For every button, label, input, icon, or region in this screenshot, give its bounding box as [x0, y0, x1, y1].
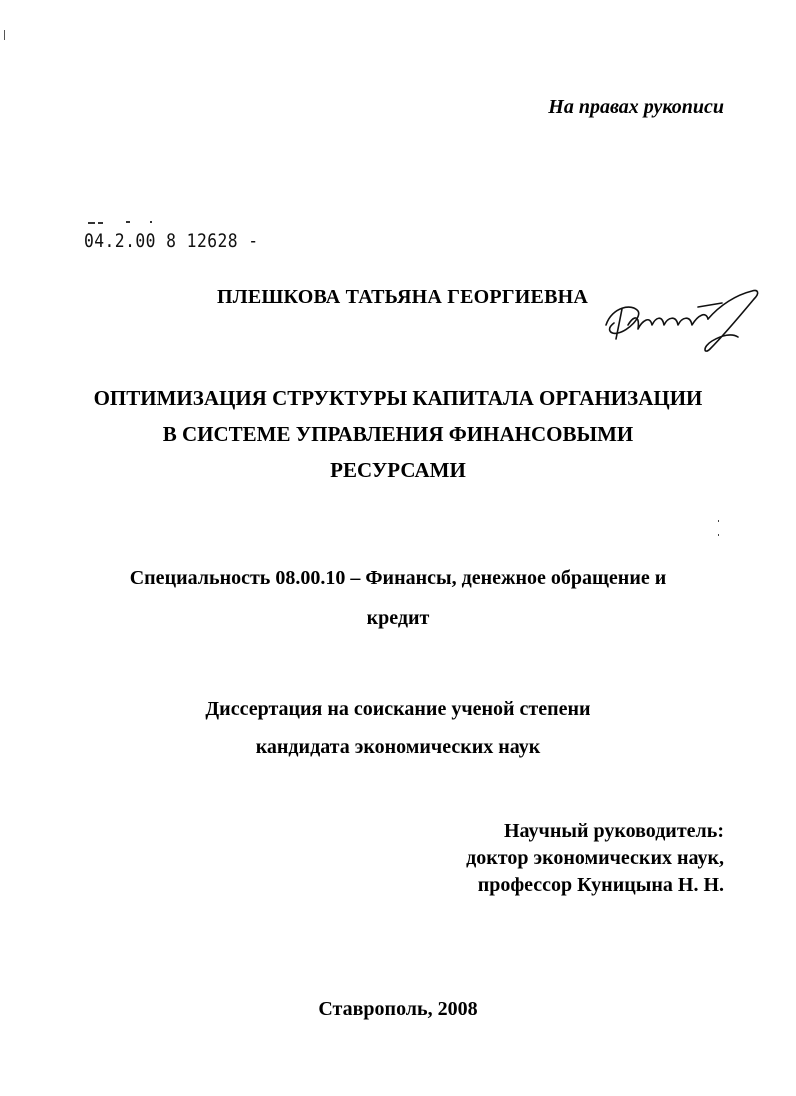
degree-line: кандидата экономических наук	[255, 736, 541, 758]
manuscript-note: На правах рукописи	[548, 96, 724, 118]
title-line: РЕСУРСАМИ	[330, 458, 466, 482]
specialty-statement	[60, 558, 736, 638]
scan-artifact-mark	[718, 520, 720, 538]
degree-line: Диссертация на соискание ученой степени	[205, 698, 591, 720]
degree-statement	[60, 690, 736, 766]
scan-artifact-mark	[4, 30, 5, 40]
author-name: ПЛЕШКОВА ТАТЬЯНА ГЕОРГИЕВНА	[217, 286, 589, 308]
title-line: В СИСТЕМЕ УПРАВЛЕНИЯ ФИНАНСОВЫМИ	[162, 422, 634, 446]
handwritten-signature	[598, 285, 768, 363]
specialty-line: Специальность 08.00.10 – Финансы, денежное обращение и	[129, 567, 667, 589]
scientific-advisor	[466, 818, 724, 899]
title-line: ОПТИМИЗАЦИЯ СТРУКТУРЫ КАПИТАЛА ОРГАНИЗАЦИИ	[93, 386, 703, 410]
registry-number: 04.2.00 8 12628 -	[84, 230, 259, 252]
specialty-line: кредит	[366, 607, 430, 629]
dissertation-title	[60, 380, 736, 488]
advisor-line: доктор экономических наук,	[466, 847, 724, 869]
advisor-line: Научный руководитель:	[504, 820, 724, 842]
city-and-year: Ставрополь, 2008	[318, 998, 478, 1020]
registry-stamp-marks	[84, 218, 174, 228]
advisor-line: профессор Куницына Н. Н.	[477, 874, 724, 896]
